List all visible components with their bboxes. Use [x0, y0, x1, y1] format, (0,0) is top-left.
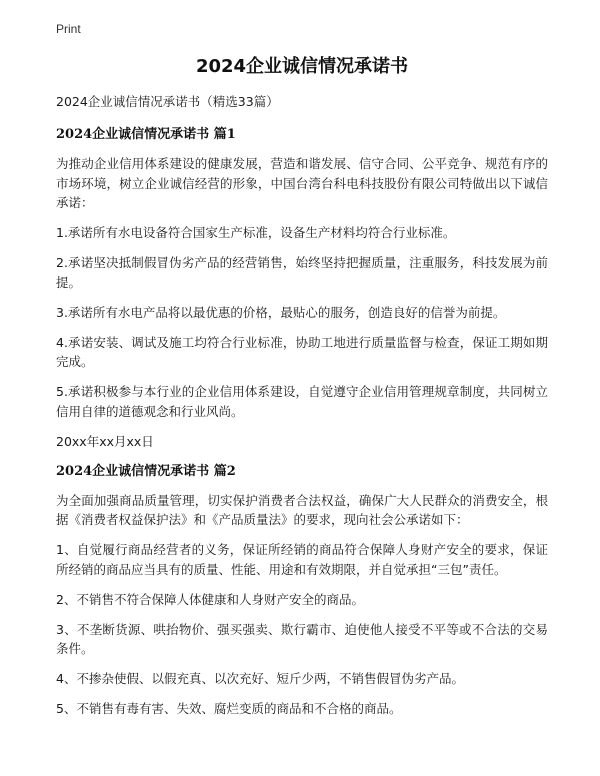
list-item: 4、不掺杂使假、以假充真、以次充好、短斤少两，不销售假冒伪劣产品。: [56, 671, 464, 686]
list-item: 1.承诺所有水电设备符合国家生产标准，设备生产材料均符合行业标准。: [56, 225, 456, 240]
list-item: 2、不销售不符合保障人体健康和人身财产安全的商品。: [56, 591, 364, 607]
list-item: 5、不销售有毒有害、失效、腐烂变质的商品和不合格的商品。: [56, 701, 402, 716]
list-item: 3、不垄断货源、哄抬物价、强买强卖、欺行霸市、迫使他人接受不平等或不合法的交易条件。: [56, 621, 548, 656]
section-intro: 为推动企业信用体系建设的健康发展，营造和谐发展、信守合同、公平竞争、规范有序的市场环境，树立企业诚信经营的形象，中国台湾台科电科技股份有限公司特做出以下诚信承诺：: [56, 156, 548, 210]
list-item: 4.承诺安装、调试及施工均符合行业标准，协助工地进行质量监督与检查，保证工期如期完成。: [56, 334, 548, 369]
document-body: [56, 54, 548, 729]
list-item: 2.承诺坚决抵制假冒伪劣产品的经营销售，始终坚持把握质量，注重服务，科技发展为前提。: [56, 255, 548, 290]
document-subtitle: 2024企业诚信情况承诺书（精选33篇）: [56, 94, 279, 109]
section-1: [56, 125, 548, 451]
document-title: 2024企业诚信情况承诺书: [195, 56, 409, 77]
section-date: 20xx年xx月xx日: [56, 433, 154, 449]
list-item: 1、自觉履行商品经营者的义务，保证所经销的商品符合保障人身财产安全的要求，保证所经销的商品应当具有的质量、性能、用途和有效期限，并自觉承担“三包”责任。: [56, 542, 548, 577]
list-item: 3.承诺所有水电产品将以最优惠的价格，最贴心的服务，创造良好的信誉为前提。: [56, 304, 506, 320]
section-intro: 为全面加强商品质量管理，切实保护消费者合法权益，确保广大人民群众的消费安全，根据《消费者权益保护法》和《产品质量法》的要求，现向社会公承诺如下：: [56, 492, 548, 527]
section-heading: 2024企业诚信情况承诺书 篇2: [56, 463, 236, 479]
section-heading: 2024企业诚信情况承诺书 篇1: [56, 127, 236, 142]
list-item: 5.承诺积极参与本行业的企业信用体系建设，自觉遵守企业信用管理规章制度，共同树立信用自律的道德观念和行业风尚。: [56, 384, 548, 419]
section-2: [56, 462, 548, 719]
print-link[interactable]: Print: [56, 22, 81, 36]
